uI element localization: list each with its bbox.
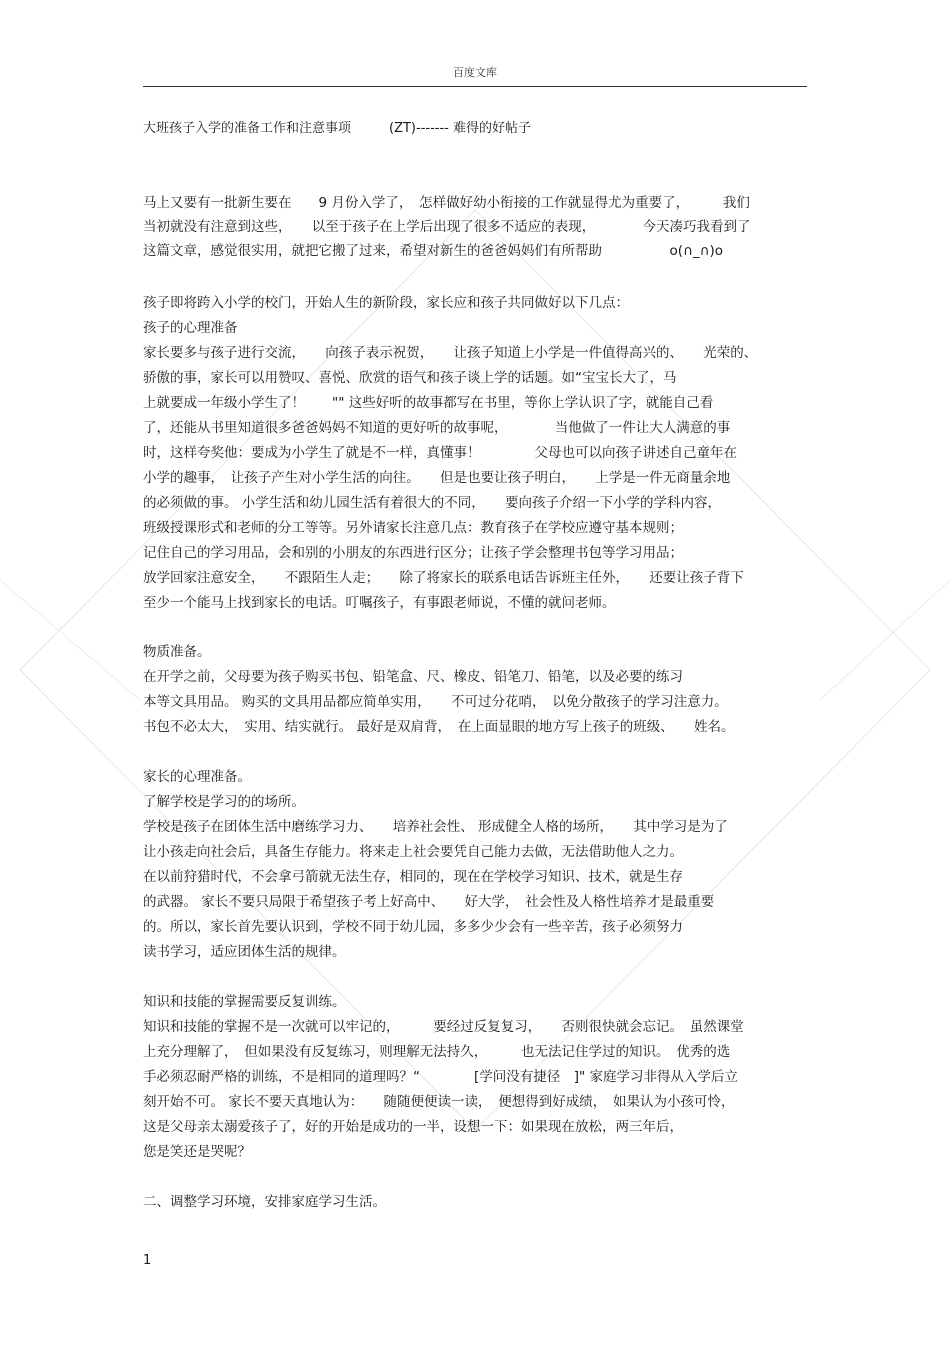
paragraph-line: 当初就没有注意到这些， 以至于孩子在上学后出现了很多不适应的表现， 今天凑巧我看到了	[143, 219, 751, 235]
document-title-main: 大班孩子入学的准备工作和注意事项	[143, 121, 352, 136]
paragraph-line: 班级授课形式和老师的分工等等。另外请家长注意几点：教育孩子在学校应遵守基本规则；	[143, 520, 683, 536]
paragraph-line: 记住自己的学习用品，会和别的小朋友的东西进行区分；让孩子学会整理书包等学习用品；	[143, 545, 683, 561]
section-subheading: 了解学校是学习的的场所。	[143, 794, 305, 810]
paragraph-line: 至少一个能马上找到家长的电话。叮嘱孩子，有事跟老师说，不懂的就问老师。	[143, 595, 616, 611]
paragraph-line: 读书学习，适应团体生活的规律。	[143, 944, 346, 960]
section-heading: 孩子的心理准备	[143, 320, 238, 336]
paragraph-line: 这篇文章，感觉很实用，就把它搬了过来，希望对新生的爸爸妈妈们有所帮助 o(∩_∩)o	[143, 243, 724, 259]
paragraph-line: 手必须忍耐严格的训练，不是相同的道理吗？“ [学问没有捷径 ]" 家庭学习非得从入学后立	[143, 1069, 739, 1085]
document-title-tail: (ZT)------- 难得的好帖子	[389, 121, 531, 136]
paragraph-line: 刻开始不可。 家长不要天真地认为： 随随便便读一读， 便想得到好成绩， 如果认为小孩可怜，	[143, 1094, 735, 1110]
paragraph-line: 骄傲的事，家长可以用赞叹、喜悦、欣赏的语气和孩子谈上学的话题。如“宝宝长大了，马	[143, 370, 677, 386]
paragraph-line: 的武器。 家长不要只局限于希望孩子考上好高中、 好大学， 社会性及人格性培养才是最重要	[143, 894, 715, 910]
paragraph-line: 小学的趣事， 让孩子产生对小学生活的向往。 但是也要让孩子明白， 上学是一件无商量余地	[143, 470, 731, 486]
paragraph-line: 家长要多与孩子进行交流， 向孩子表示祝贺， 让孩子知道上小学是一件值得高兴的、 光荣的、	[143, 345, 758, 361]
paragraph-line: 的。所以，家长首先要认识到，学校不同于幼儿园，多多少少会有一些辛苦，孩子必须努力	[143, 919, 683, 935]
section-heading: 家长的心理准备。	[143, 769, 251, 785]
paragraph-line: 上充分理解了， 但如果没有反复练习，则理解无法持久， 也无法记住学过的知识。 优秀的选	[143, 1044, 731, 1060]
section-heading: 物质准备。	[143, 644, 211, 660]
paragraph-line: 让小孩走向社会后，具备生存能力。将来走上社会要凭自己能力去做，无法借助他人之力。	[143, 844, 683, 860]
section-heading: 二、调整学习环境，安排家庭学习生活。	[143, 1194, 386, 1210]
page-header	[143, 60, 807, 87]
paragraph-line: 本等文具用品。 购买的文具用品都应简单实用， 不可过分花哨， 以免分散孩子的学习注意力。	[143, 694, 728, 710]
paragraph-line: 学校是孩子在团体生活中磨练学习力、 培养社会性、 形成健全人格的场所， 其中学习是为了	[143, 819, 728, 835]
paragraph-line: 书包不必太大， 实用、结实就行。 最好是双肩背， 在上面显眼的地方写上孩子的班级、 姓名。	[143, 719, 735, 735]
paragraph-line: 时，这样夸奖他：要成为小学生了就是不一样，真懂事！ 父母也可以向孩子讲述自己童年在	[143, 445, 737, 461]
paragraph-line: 知识和技能的掌握不是一次就可以牢记的， 要经过反复复习， 否则很快就会忘记。 虽然课堂	[143, 1019, 744, 1035]
header-title: 百度文库	[453, 66, 497, 79]
paragraph-line: 上就要成一年级小学生了！ "" 这些好听的故事都写在书里，等你上学认识了字，就能自己看	[143, 395, 714, 411]
paragraph-line: 在以前狩猎时代，不会拿弓箭就无法生存，相同的，现在在学校学习知识、技术，就是生存	[143, 869, 683, 885]
paragraph-line: 这是父母亲太溺爱孩子了，好的开始是成功的一半，设想一下：如果现在放松，两三年后，	[143, 1119, 683, 1135]
paragraph-line: 孩子即将跨入小学的校门，开始人生的新阶段，家长应和孩子共同做好以下几点：	[143, 295, 629, 311]
paragraph-line: 的必须做的事。 小学生活和幼儿园生活有着很大的不同， 要向孩子介绍一下小学的学科内容，	[143, 495, 722, 511]
paragraph-line: 您是笑还是哭呢？	[143, 1144, 251, 1160]
paragraph-line: 了，还能从书里知道很多爸爸妈妈不知道的更好听的故事呢， 当他做了一件让大人满意的事	[143, 420, 731, 436]
paragraph-line: 马上又要有一批新生要在 9 月份入学了， 怎样做好幼小衔接的工作就显得尤为重要了， 我们	[143, 195, 750, 211]
section-heading: 知识和技能的掌握需要反复训练。	[143, 994, 346, 1010]
paragraph-line: 在开学之前，父母要为孩子购买书包、铅笔盒、尺、橡皮、铅笔刀、铅笔，以及必要的练习	[143, 669, 683, 685]
document-title	[143, 118, 807, 140]
page-number: 1	[143, 1253, 152, 1268]
paragraph-line: 放学回家注意安全， 不跟陌生人走； 除了将家长的联系电话告诉班主任外， 还要让孩子背下	[143, 570, 744, 586]
